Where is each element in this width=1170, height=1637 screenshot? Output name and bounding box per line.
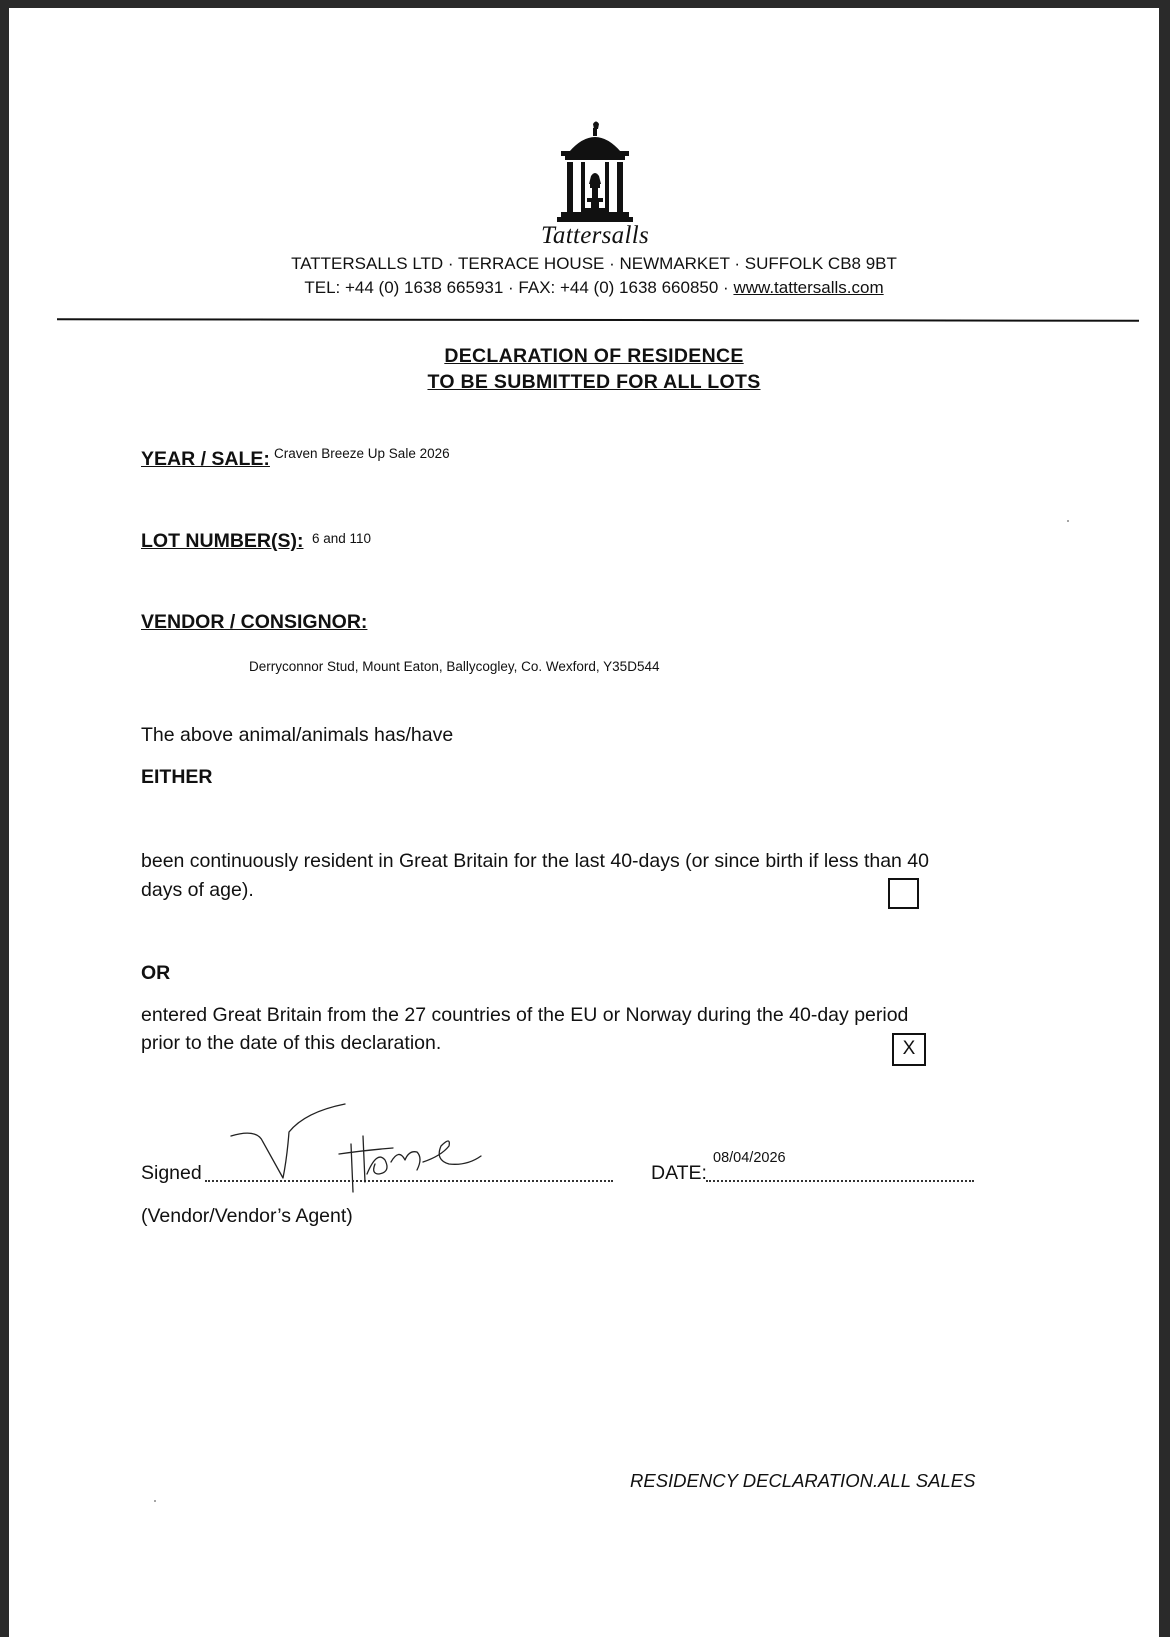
or-heading: OR: [141, 962, 171, 984]
document-title: DECLARATION OF RESIDENCE: [444, 345, 744, 367]
contact-phone-fax: TEL: +44 (0) 1638 665931 · FAX: +44 (0) 1638 660850 ·: [304, 278, 734, 297]
signatory-role: (Vendor/Vendor’s Agent): [141, 1205, 353, 1227]
either-heading: EITHER: [141, 766, 213, 788]
date-line[interactable]: [706, 1180, 974, 1182]
vendor-label: VENDOR / CONSIGNOR:: [141, 611, 368, 633]
option2-text-line1: entered Great Britain from the 27 countries of the EU or Norway during the 40-day period: [141, 1004, 909, 1026]
website-link[interactable]: www.tattersalls.com: [733, 278, 884, 297]
option2-checkbox[interactable]: X: [892, 1033, 926, 1066]
lot-numbers-value: 6 and 110: [312, 531, 372, 546]
lot-numbers-label: LOT NUMBER(S):: [141, 530, 304, 552]
footer-reference: RESIDENCY DECLARATION.ALL SALES: [630, 1470, 976, 1491]
document-subtitle: TO BE SUBMITTED FOR ALL LOTS: [427, 371, 761, 393]
option2-text-line2: prior to the date of this declaration.: [141, 1032, 442, 1054]
signed-label: Signed: [141, 1162, 202, 1184]
option1-text-line1: been continuously resident in Great Britain for the last 40-days (or since birth if less than 40: [141, 850, 929, 872]
company-address: TATTERSALLS LTD · TERRACE HOUSE · NEWMARKET · SUFFOLK CB8 9BT: [291, 254, 897, 273]
company-contact: [9, 278, 1159, 298]
header-divider: [57, 318, 1139, 322]
option1-checkbox[interactable]: [888, 878, 919, 909]
date-value: 08/04/2026: [713, 1150, 786, 1166]
tattersalls-logo-icon: [547, 116, 643, 236]
handwritten-signature: [227, 1098, 487, 1194]
year-sale-label: YEAR / SALE:: [141, 448, 270, 470]
option1-text-line2: days of age).: [141, 879, 254, 901]
vendor-value: Derryconnor Stud, Mount Eaton, Ballycogley, Co. Wexford, Y35D544: [249, 659, 660, 674]
brand-name: Tattersalls: [541, 222, 649, 249]
document-page: [9, 8, 1159, 1637]
year-sale-value: Craven Breeze Up Sale 2026: [274, 446, 450, 461]
scan-speck: [154, 1500, 156, 1502]
statement-intro: The above animal/animals has/have: [141, 724, 454, 746]
scan-speck: [1067, 520, 1069, 522]
date-label: DATE:: [651, 1162, 707, 1184]
